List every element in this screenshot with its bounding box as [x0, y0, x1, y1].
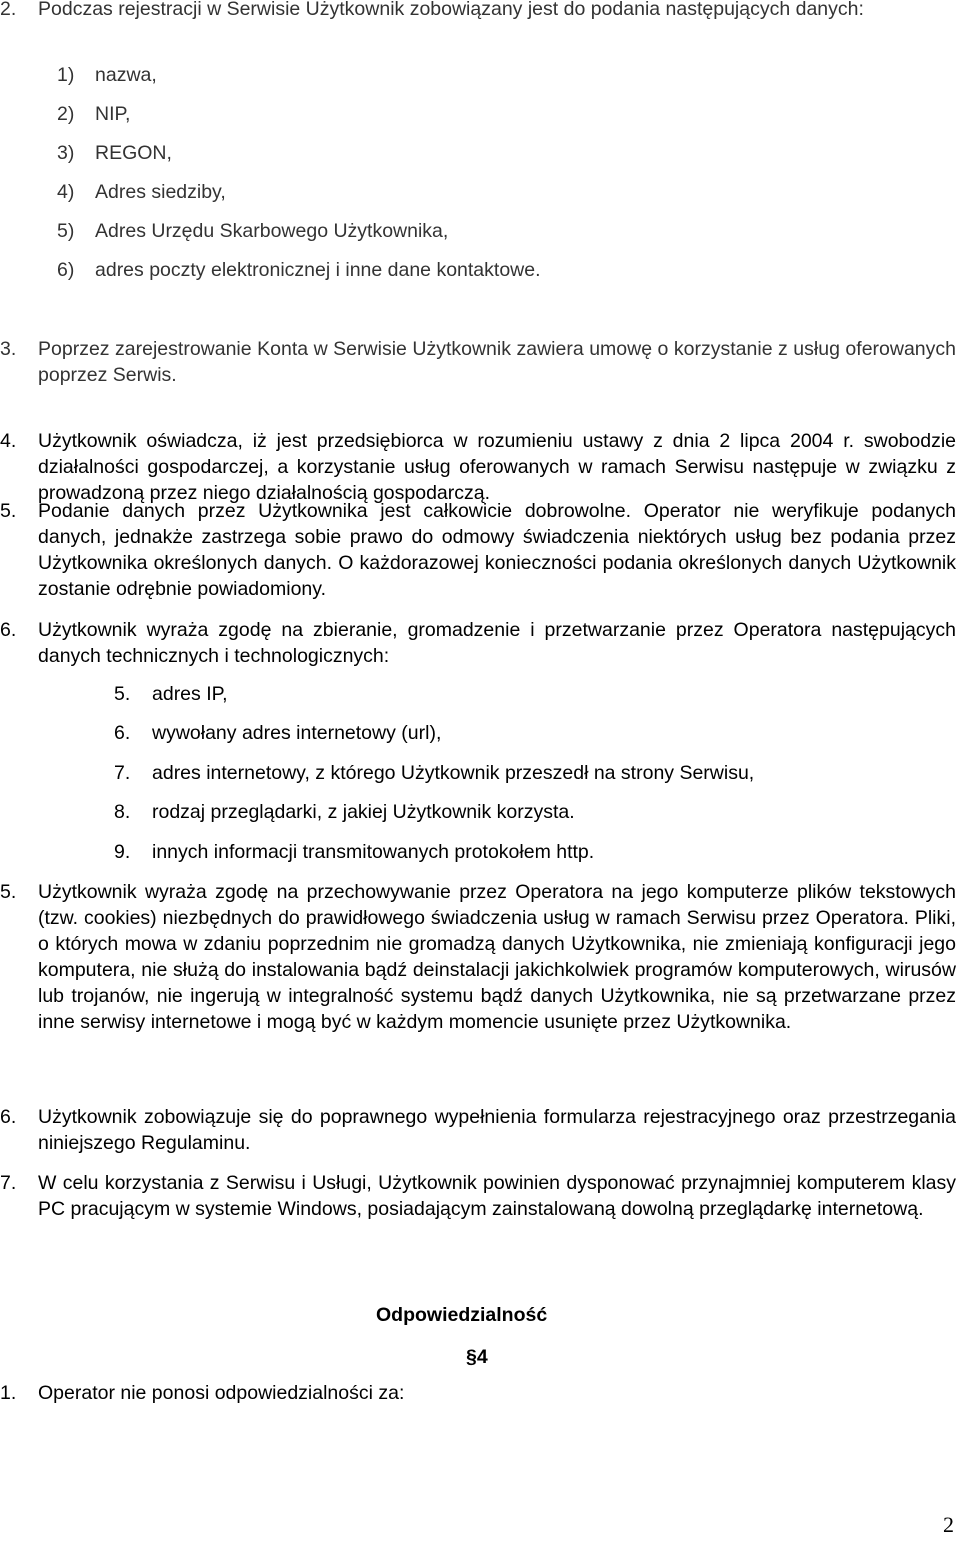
- section-number: 5.: [0, 881, 17, 903]
- list-item-text: NIP,: [95, 103, 131, 125]
- list-item-text: rodzaj przeglądarki, z jakiej Użytkownik korzysta.: [152, 801, 575, 823]
- paragraph-number: §4: [466, 1346, 488, 1368]
- list-item-number: 3): [57, 142, 75, 164]
- list-item-number: 7.: [114, 762, 131, 784]
- list-item-text: adres IP,: [152, 683, 228, 705]
- page-number: 2: [943, 1512, 954, 1537]
- section-4: [0, 428, 956, 506]
- section-6: [0, 617, 956, 669]
- liability-item: [0, 1380, 956, 1406]
- section-text: W celu korzystania z Serwisu i Usługi, Użytkownik powinien dysponować przynajmniej komputerem klasy PC pracującym w systemie Windows, posiadającym zainstalowaną dowolną przeglądarkę internetową.: [38, 1172, 956, 1220]
- list-item-number: 1): [57, 64, 75, 86]
- list-item-text: adres poczty elektronicznej i inne dane kontaktowe.: [95, 259, 541, 281]
- section-text: Poprzez zarejestrowanie Konta w Serwisie Użytkownik zawiera umowę o korzystanie z usług oferowanych poprzez Serwis.: [38, 338, 956, 386]
- section-number: 5.: [0, 500, 17, 522]
- section-cookies: [0, 879, 956, 1035]
- section-number: 3.: [0, 338, 17, 360]
- section-text: Operator nie ponosi odpowiedzialności za:: [38, 1382, 405, 1404]
- section-number: 7.: [0, 1172, 17, 1194]
- section-number: 1.: [0, 1382, 17, 1404]
- section-text: Użytkownik zobowiązuje się do poprawnego wypełnienia formularza rejestracyjnego oraz przestrzegania niniejszego Regulaminu.: [38, 1106, 956, 1154]
- list-item-text: nazwa,: [95, 64, 157, 86]
- list-item-text: adres internetowy, z którego Użytkownik przeszedł na strony Serwisu,: [152, 762, 755, 784]
- list-item-text: wywołany adres internetowy (url),: [152, 722, 442, 744]
- list-item-number: 9.: [114, 841, 131, 863]
- section-3: [0, 336, 956, 388]
- section-number: 6.: [0, 1106, 17, 1128]
- list-item-number: 4): [57, 181, 75, 203]
- section-requirements: [0, 1170, 956, 1222]
- section-text: Użytkownik wyraża zgodę na przechowywanie przez Operatora na jego komputerze plików tekstowych (tzw. cookies) niezbędnych do prawidłowego świadczenia usług w ramach Serwisu przez Operatora. Pliki, o których mowa w zdaniu poprzednim nie gromadzą danych Użytkownika, nie zmieniają konfiguracji jego komputera, nie służą do instalowania bądź deinstalacji jakichkolwiek programów komputerowych, wirusów lub trojanów, nie ingerują w integralność systemu bądź danych Użytkownika, nie są przetwarzane przez inne serwisy internetowe i mogą być w każdym momencie usunięte przez Użytkownika.: [38, 881, 956, 1033]
- list-item-number: 6): [57, 259, 75, 281]
- list-item-number: 5.: [114, 683, 131, 705]
- section-heading: Odpowiedzialność: [376, 1304, 548, 1326]
- section-number: 2.: [0, 0, 17, 20]
- section-number: 6.: [0, 619, 17, 641]
- list-item-number: 8.: [114, 801, 131, 823]
- section-number: 4.: [0, 430, 17, 452]
- section-obligations: [0, 1104, 956, 1156]
- section-5: [0, 498, 956, 602]
- section-text: Podczas rejestracji w Serwisie Użytkownik zobowiązany jest do podania następujących danych:: [38, 0, 864, 20]
- section-2: [0, 0, 956, 22]
- list-item-text: REGON,: [95, 142, 172, 164]
- section-text: Podanie danych przez Użytkownika jest całkowicie dobrowolne. Operator nie weryfikuje podanych danych, jednakże zastrzega sobie prawo do odmowy świadczenia niektórych usług bez podania przez Użytkownika określonych danych. O każdorazowej konieczności podania określonych danych Użytkownik zostanie odrębnie powiadomiony.: [38, 500, 956, 600]
- list-item-number: 2): [57, 103, 75, 125]
- list-item-number: 5): [57, 220, 75, 242]
- list-item-text: innych informacji transmitowanych protokołem http.: [152, 841, 595, 863]
- list-item-number: 6.: [114, 722, 131, 744]
- list-item-text: Adres siedziby,: [95, 181, 226, 203]
- section-text: Użytkownik wyraża zgodę na zbieranie, gromadzenie i przetwarzanie przez Operatora następujących danych technicznych i technologicznych:: [38, 619, 956, 667]
- list-item-text: Adres Urzędu Skarbowego Użytkownika,: [95, 220, 449, 242]
- section-text: Użytkownik oświadcza, iż jest przedsiębiorca w rozumieniu ustawy z dnia 2 lipca 2004 r. swobodzie działalności gospodarczej, a korzystanie usług oferowanych w ramach Serwisu następuje w związku z prowadzoną przez niego działalnością gospodarczą.: [38, 430, 956, 504]
